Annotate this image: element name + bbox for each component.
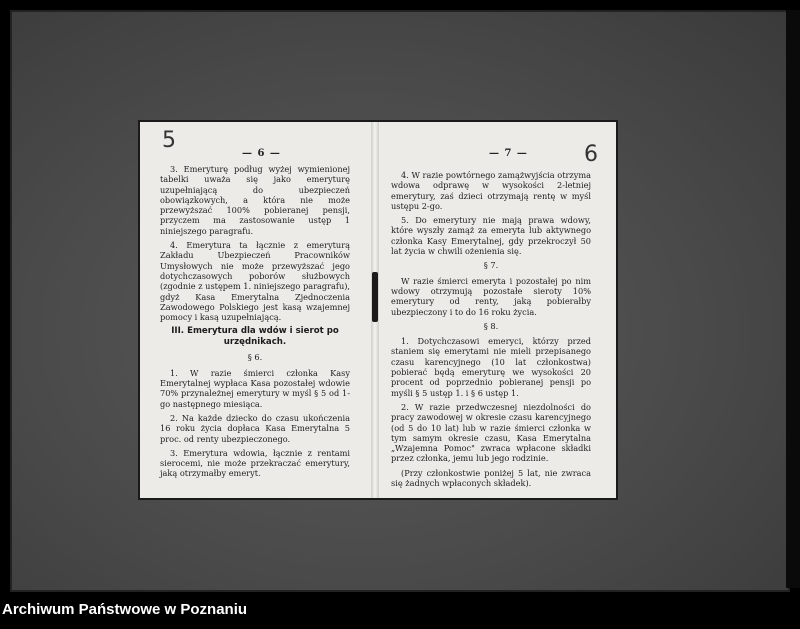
section-mark: § 7. bbox=[483, 260, 499, 271]
section-mark: § 8. bbox=[483, 320, 499, 331]
paragraph: 5. Do emerytury nie mają prawa wdowy, które wyszły zamąż za emeryta lub aktywnego członka Kasy Emerytalnej, gdy przekroczył 50 lat życia w chwili ożenienia się. bbox=[391, 215, 591, 257]
left-page bbox=[140, 122, 371, 498]
right-page bbox=[379, 122, 616, 498]
paragraph: 2. Na każde dziecko do czasu ukończenia 16 roku życia dopłaca Kasa Emerytalna 5 proc. od renty ubezpieczonego. bbox=[160, 412, 350, 444]
pencil-page-mark-left: 5 bbox=[162, 128, 176, 153]
paragraph: 4. Emerytura ta łącznie z emeryturą Zakładu Ubezpieczeń Pracowników Umysłowych nie może przewyższać jego dotychczasowych poborów służbowych (zgodnie z ustępem 1. niniejszego paragrafu), gdyż Kasa Emerytalna Zjednoczenia Zawodowego Polskiego jest kasą wzajemnej pomocy i kasą uzupełniającą. bbox=[160, 240, 351, 323]
paragraph: 4. W razie powtórnego zamążwyjścia otrzyma wdowa odprawę w wysokości 2-letniej emerytury, zaś dzieci otrzymają rentę w myśl ustępu 2-go. bbox=[391, 170, 591, 211]
section-mark: § 6. bbox=[247, 352, 263, 363]
open-booklet bbox=[140, 122, 616, 498]
paragraph: 1. Dotychczasowi emeryci, którzy przed staniem się emerytami nie mieli przepisanego czasu karencyjnego (10 lat członkostwa) pobierać będą emeryturę we wysokości 20 procent od poprzednio pobieranej pensji po myśli § 5 ustęp 1. i § 6 ustęp 1. bbox=[391, 336, 591, 398]
film-edge bbox=[786, 10, 800, 588]
chapter-heading: III. Emerytura dla wdów i sierot po urzędnikach. bbox=[171, 326, 339, 348]
paragraph: 3. Emerytura wdowia, łącznie z rentami sierocemi, nie może przekraczać emerytury, jaką otrzymałby emeryt. bbox=[160, 447, 350, 479]
paragraph: 2. W razie przedwczesnej niezdolności do pracy zawodowej w okresie czasu karencyjnego (od 5 do 10 lat) lub w razie śmierci członka w tym samym okresie czasu, Kasa Emerytalna „Wzajemna Pomoc" zwraca wpłacone składki przez członka, jemu lub jego rodzinie. bbox=[391, 401, 591, 464]
left-page-text bbox=[160, 164, 350, 483]
paragraph: 1. W razie śmierci członka Kasy Emerytalnej wypłaca Kasa pozostałej wdowie 70% przynależnej emerytury w myśl § 5 od 1-go następnego miesiąca. bbox=[160, 367, 350, 409]
archive-credit: Archiwum Państwowe w Poznaniu bbox=[2, 601, 248, 618]
binding-stitch bbox=[372, 272, 378, 322]
pencil-page-mark-right: 6 bbox=[584, 142, 598, 167]
paragraph: W razie śmierci emeryta i pozostałej po nim wdowy otrzymują pozostałe sieroty 10% emerytury od renty, jaką pobierałby ubezpieczony i to do 16 roku życia. bbox=[391, 275, 591, 317]
paragraph: 3. Emeryturę podług wyżej wymienionej tabelki uważa się jako emeryturę uzupełniającą do ubezpieczeń obowiązkowych, a która nie może przewyższać 100% pobieranej pensji, przyczem ma zastosowanie ustęp 1 niniejszego paragrafu. bbox=[160, 164, 350, 236]
page-number-left: — 6 — bbox=[242, 148, 281, 159]
paragraph: (Przy członkostwie poniżej 5 lat, nie zwraca się żadnych wpłaconych składek). bbox=[391, 467, 591, 489]
right-page-text bbox=[391, 170, 591, 492]
page-number-right: — 7 — bbox=[489, 148, 528, 159]
